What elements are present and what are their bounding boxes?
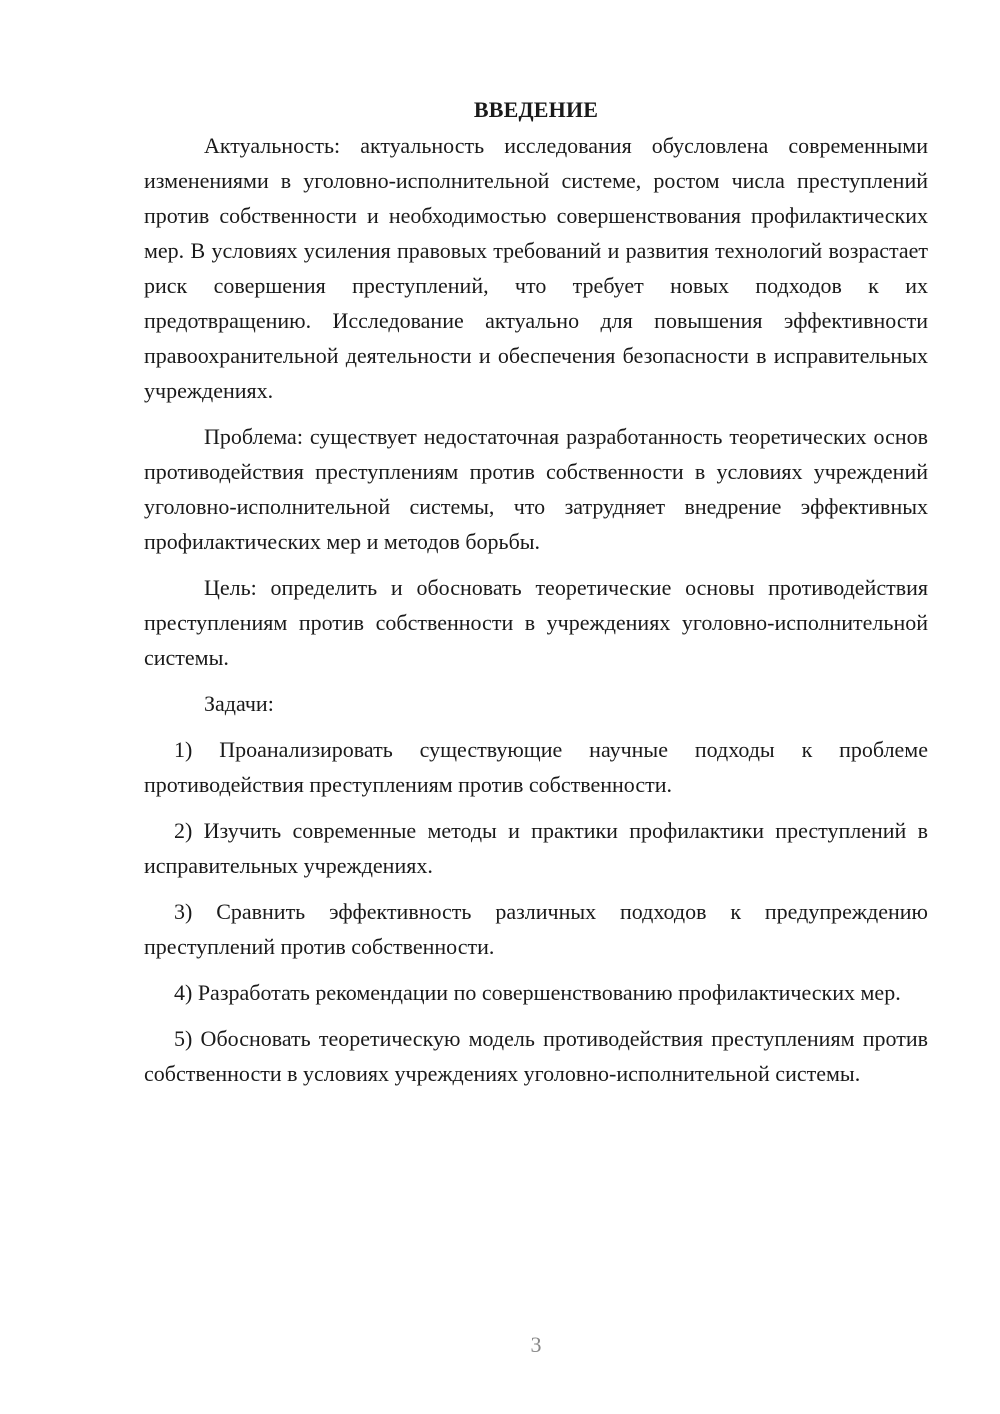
paragraph-relevance: Актуальность: актуальность исследования обусловлена современными изменениями в уголовно-исполнительной системе, ростом числа преступлений против собственности и необходимостью совершенствования профилактических мер. В условиях усиления правовых требований и развития технологий возрастает риск совершения преступлений, что требует новых подходов к их предотвращению. Исследование актуально для повышения эффективности правоохранительной деятельности и обеспечения безопасности в исправительных учреждениях. [144, 133, 928, 403]
task-item-3: 3) Сравнить эффективность различных подходов к предупреждению преступлений против собственности. [144, 899, 928, 959]
page-number: 3 [530, 1332, 542, 1357]
page-title: ВВЕДЕНИЕ [473, 97, 599, 122]
paragraph-goal: Цель: определить и обосновать теоретические основы противодействия преступлениям против собственности в учреждениях уголовно-исполнительной системы. [144, 575, 928, 670]
task-item-2: 2) Изучить современные методы и практики профилактики преступлений в исправительных учреждениях. [144, 818, 928, 878]
task-item-4: 4) Разработать рекомендации по совершенствованию профилактических мер. [174, 980, 901, 1005]
tasks-heading: Задачи: [204, 691, 274, 716]
task-item-1: 1) Проанализировать существующие научные подходы к проблеме противодействия преступлениям против собственности. [144, 737, 928, 797]
document-page [144, 92, 928, 1102]
task-item-5: 5) Обосновать теоретическую модель противодействия преступлениям против собственности в условиях учреждениях уголовно-исполнительной системы. [144, 1026, 928, 1086]
paragraph-problem: Проблема: существует недостаточная разработанность теоретических основ противодействия преступлениям против собственности в условиях учреждений уголовно-исполнительной системы, что затрудняет внедрение эффективных профилактических мер и методов борьбы. [144, 424, 928, 554]
